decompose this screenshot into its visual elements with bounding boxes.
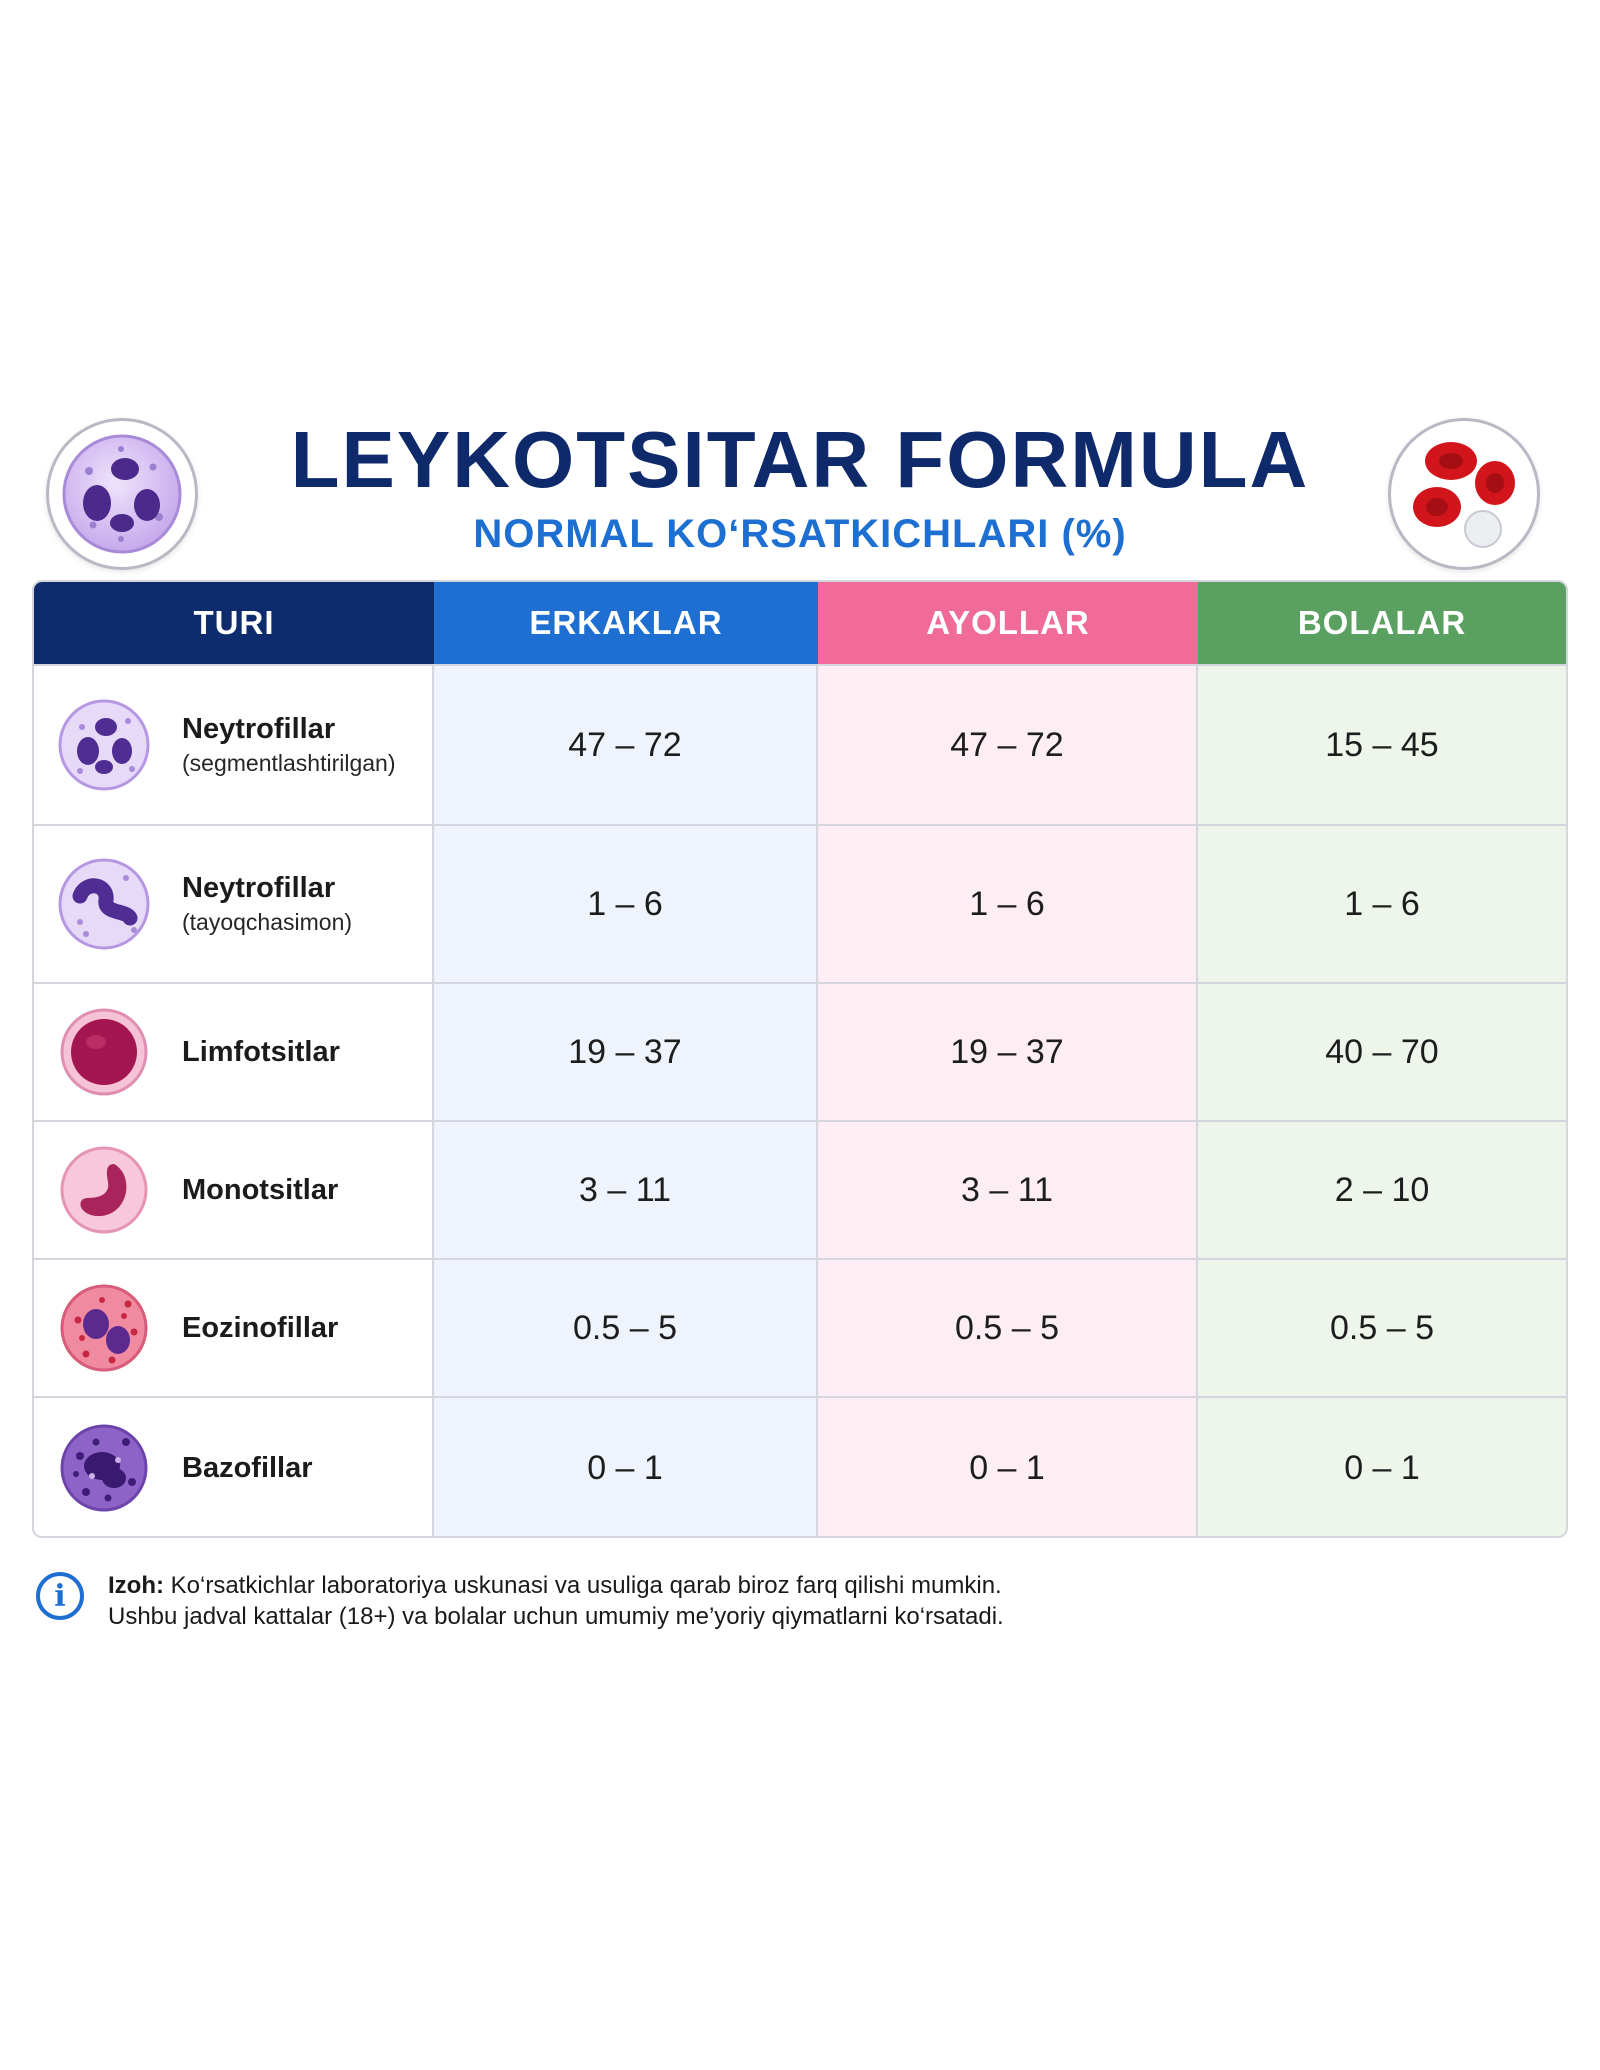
monocyte-icon	[56, 1142, 152, 1238]
footnote-line-1: Ko‘rsatkichlar laboratoriya uskunasi va usuliga qarab biroz farq qilishi mumkin.	[170, 1572, 1002, 1599]
footnote-label: Izoh:	[108, 1572, 164, 1599]
value-ayollar: 3 – 11	[818, 1122, 1198, 1258]
value-erkaklar: 0 – 1	[434, 1398, 818, 1538]
value-erkaklar: 19 – 37	[434, 984, 818, 1120]
table-row	[34, 1120, 1566, 1258]
footnote-line-2: Ushbu jadval kattalar (18+) va bolalar uchun umumiy me’yoriy qiymatlarni ko‘rsatadi.	[108, 1603, 1004, 1630]
col-header-turi: TURI	[34, 582, 434, 664]
cell-type	[34, 826, 434, 982]
value-bolalar: 2 – 10	[1198, 1122, 1566, 1258]
lymphocyte-icon	[56, 1004, 152, 1100]
value-erkaklar: 0.5 – 5	[434, 1260, 818, 1396]
value-erkaklar: 3 – 11	[434, 1122, 818, 1258]
col-header-ayollar: AYOLLAR	[818, 582, 1198, 664]
basophil-icon	[56, 1420, 152, 1516]
table-row	[34, 664, 1566, 824]
value-ayollar: 1 – 6	[818, 826, 1198, 982]
page-subtitle: NORMAL KO‘RSATKICHLARI (%)	[473, 512, 1127, 556]
cell-type	[34, 1122, 434, 1258]
col-header-erkaklar: ERKAKLAR	[434, 582, 818, 664]
cell-type	[34, 1398, 434, 1538]
cell-type	[34, 666, 434, 824]
cell-type	[34, 1260, 434, 1396]
cell-type-name: Bazofillar	[182, 1452, 313, 1484]
info-icon: i	[36, 1572, 84, 1620]
value-erkaklar: 1 – 6	[434, 826, 818, 982]
cell-type	[34, 984, 434, 1120]
value-ayollar: 19 – 37	[818, 984, 1198, 1120]
red-blood-cells-icon	[1388, 418, 1540, 570]
table-row	[34, 1396, 1566, 1538]
cell-type-name: Neytrofillar	[182, 872, 336, 904]
leukocyte-table	[32, 580, 1568, 1538]
table-row	[34, 824, 1566, 982]
cell-type-name: Neytrofillar	[182, 713, 336, 745]
cell-type-subname: (tayoqchasimon)	[182, 909, 353, 935]
value-ayollar: 47 – 72	[818, 666, 1198, 824]
cell-type-subname: (segmentlashtirilgan)	[182, 750, 396, 776]
value-bolalar: 15 – 45	[1198, 666, 1566, 824]
cell-type-name: Limfotsitlar	[182, 1036, 340, 1068]
eosinophil-icon	[56, 1280, 152, 1376]
value-bolalar: 40 – 70	[1198, 984, 1566, 1120]
value-bolalar: 1 – 6	[1198, 826, 1566, 982]
col-header-bolalar: BOLALAR	[1198, 582, 1566, 664]
cell-type-name: Eozinofillar	[182, 1312, 339, 1344]
table-row	[34, 1258, 1566, 1396]
footnote-text	[108, 1570, 1548, 1632]
value-ayollar: 0.5 – 5	[818, 1260, 1198, 1396]
value-ayollar: 0 – 1	[818, 1398, 1198, 1538]
value-erkaklar: 47 – 72	[434, 666, 818, 824]
neutrophil-segmented-icon	[56, 697, 152, 793]
value-bolalar: 0.5 – 5	[1198, 1260, 1566, 1396]
page-title: LEYKOTSITAR FORMULA	[290, 415, 1310, 504]
neutrophil-band-icon	[56, 856, 152, 952]
table-row	[34, 982, 1566, 1120]
table-header	[34, 582, 1566, 664]
cell-type-name: Monotsitlar	[182, 1174, 339, 1206]
value-bolalar: 0 – 1	[1198, 1398, 1566, 1538]
